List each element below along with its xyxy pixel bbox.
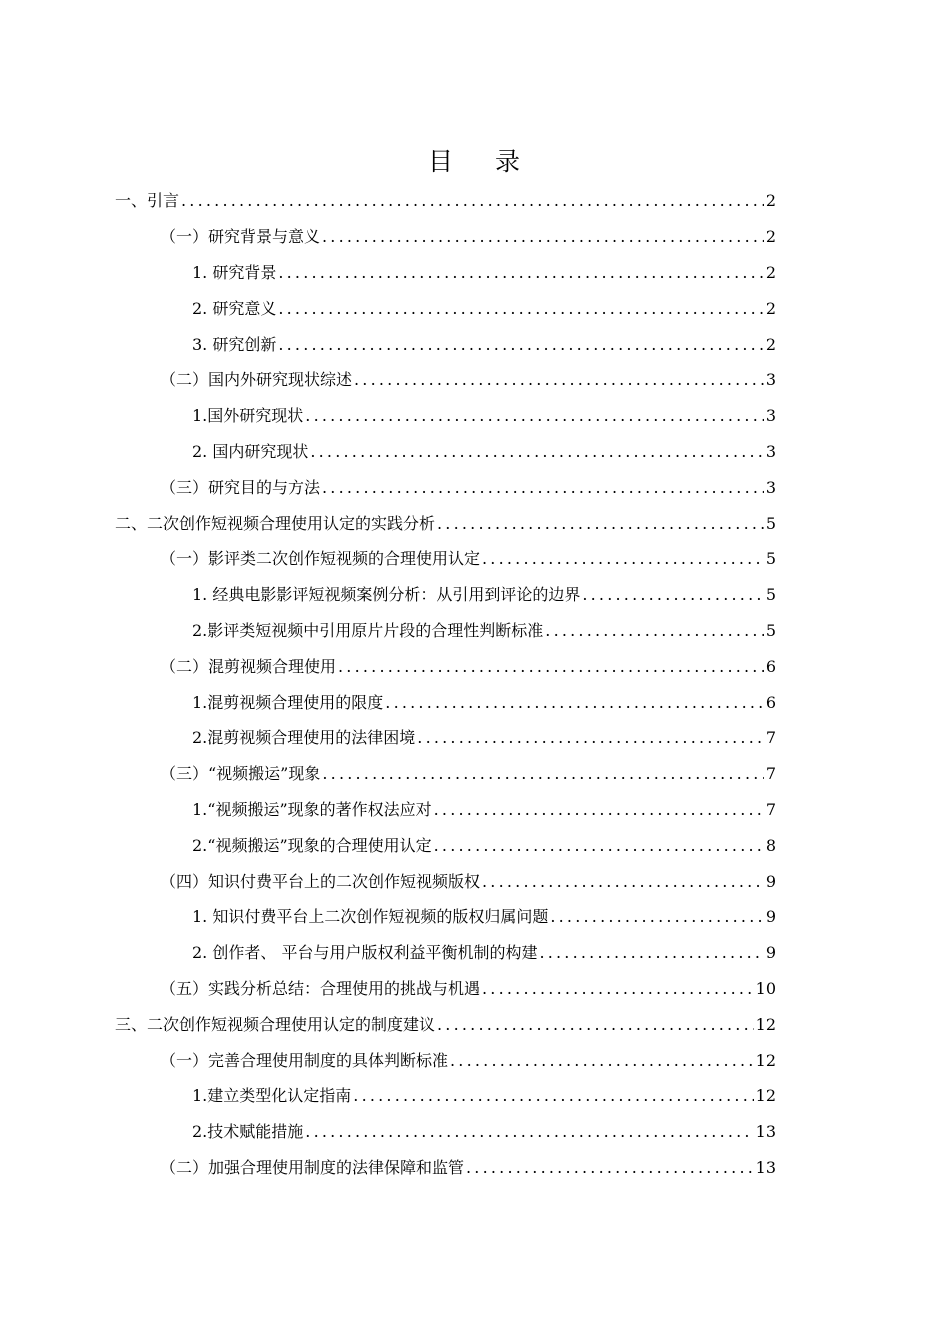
toc-entry-page-number: 5 — [765, 513, 776, 533]
toc-entry-page-number: 9 — [765, 943, 776, 963]
toc-dot-leader — [482, 549, 764, 568]
toc-dot-leader — [305, 406, 764, 425]
toc-entry-line — [192, 1083, 776, 1106]
toc-entry-line — [160, 976, 776, 999]
toc-entry-label: 2.“视频搬运”现象的合理使用认定 — [192, 835, 432, 855]
toc-entry-label: 1.国外研究现状 — [192, 406, 304, 426]
toc-entry-line — [192, 833, 776, 856]
toc-entry-page-number: 10 — [755, 978, 776, 998]
toc-entry-label: （五）实践分析总结：合理使用的挑战与机遇 — [160, 978, 481, 998]
toc-dot-leader — [417, 728, 764, 747]
toc-entry-page-number: 9 — [765, 871, 776, 891]
toc-dot-leader — [437, 1015, 754, 1034]
toc-entry-page-number: 3 — [765, 441, 776, 461]
toc-entry-label: （一）影评类二次创作短视频的合理使用认定 — [160, 549, 481, 569]
toc-entry[interactable] — [0, 325, 950, 361]
toc-entry-page-number: 3 — [765, 370, 776, 390]
toc-dot-leader — [450, 1051, 754, 1070]
toc-entry-line — [160, 761, 776, 784]
toc-entry[interactable] — [0, 683, 950, 719]
toc-entry-page-number: 12 — [755, 1086, 776, 1106]
toc-entry-page-number: 13 — [755, 1157, 776, 1177]
toc-entry-label: 1. 知识付费平台上二次创作短视频的版权归属问题 — [192, 907, 549, 927]
toc-entry-line — [192, 797, 776, 820]
toc-entry-label: （四）知识付费平台上的二次创作短视频版权 — [160, 871, 481, 891]
toc-entry-page-number: 13 — [755, 1122, 776, 1142]
toc-entry-page-number: 9 — [765, 907, 776, 927]
toc-entry-line — [192, 260, 776, 283]
toc-entry-page-number: 7 — [765, 728, 776, 748]
toc-dot-leader — [181, 191, 764, 210]
toc-entry-label: 3. 研究创新 — [192, 334, 277, 354]
toc-entry-line — [160, 367, 776, 390]
toc-entry-page-number: 2 — [765, 298, 776, 318]
toc-dot-leader — [582, 585, 763, 604]
toc-entry[interactable] — [0, 468, 950, 504]
toc-entry[interactable] — [0, 862, 950, 898]
toc-entry[interactable] — [0, 433, 950, 469]
toc-entry-line — [160, 224, 776, 247]
toc-entry[interactable] — [0, 719, 950, 755]
toc-entry-page-number: 2 — [765, 334, 776, 354]
toc-dot-leader — [278, 335, 763, 354]
toc-entry[interactable] — [0, 289, 950, 325]
toc-entry-line — [160, 1155, 776, 1178]
toc-entry-label: （二）加强合理使用制度的法律保障和监管 — [160, 1157, 465, 1177]
toc-entry-line — [192, 332, 776, 355]
toc-entry-label: （二）混剪视频合理使用 — [160, 656, 337, 676]
toc-entry-page-number: 12 — [755, 1014, 776, 1034]
toc-dot-leader — [322, 764, 763, 783]
toc-entry-label: （三）“视频搬运”现象 — [160, 764, 321, 784]
toc-dot-leader — [434, 800, 764, 819]
toc-entry-label: 1. 经典电影影评短视频案例分析：从引用到评论的边界 — [192, 585, 581, 605]
toc-entry-page-number: 3 — [765, 477, 776, 497]
toc-entry-label: （二）国内外研究现状综述 — [160, 370, 353, 390]
toc-dot-leader — [310, 442, 763, 461]
toc-entry-line — [192, 582, 776, 605]
toc-entry[interactable] — [0, 647, 950, 683]
toc-title-part2: 录 — [495, 147, 523, 176]
toc-entry-page-number: 5 — [765, 620, 776, 640]
toc-entry-line — [192, 690, 776, 713]
toc-entry-line — [160, 869, 776, 892]
toc-entry-label: 三、二次创作短视频合理使用认定的制度建议 — [115, 1014, 436, 1034]
toc-dot-leader — [466, 1158, 754, 1177]
toc-entry-label: 1.“视频搬运”现象的著作权法应对 — [192, 799, 432, 819]
toc-entry-line — [115, 1012, 776, 1035]
toc-entry[interactable] — [0, 1041, 950, 1077]
toc-entry-line — [192, 439, 776, 462]
toc-entry-page-number: 2 — [765, 262, 776, 282]
toc-entry-line — [160, 654, 776, 677]
toc-entry-label: （一）完善合理使用制度的具体判断标准 — [160, 1050, 449, 1070]
toc-entry-line — [160, 546, 776, 569]
toc-entry-label: 2.混剪视频合理使用的法律困境 — [192, 728, 416, 748]
toc-entry[interactable] — [0, 1077, 950, 1113]
toc-dot-leader — [338, 657, 764, 676]
toc-entry-line — [160, 1048, 776, 1071]
toc-entry[interactable] — [0, 934, 950, 970]
toc-dot-leader — [437, 514, 764, 533]
toc-entry-line — [192, 403, 776, 426]
toc-entry-label: （一）研究背景与意义 — [160, 227, 321, 247]
toc-dot-leader — [550, 907, 763, 926]
toc-title — [0, 144, 950, 180]
toc-entry-page-number: 2 — [765, 191, 776, 211]
toc-entry-line — [192, 1119, 776, 1142]
toc-dot-leader — [385, 693, 764, 712]
toc-entry-label: 2.技术赋能措施 — [192, 1122, 304, 1142]
toc-entry[interactable] — [0, 504, 950, 540]
toc-entry-line — [192, 296, 776, 319]
toc-entry-label: （三）研究目的与方法 — [160, 477, 321, 497]
toc-entry-page-number: 7 — [765, 799, 776, 819]
toc-entry-page-number: 5 — [765, 585, 776, 605]
toc-entry[interactable] — [0, 612, 950, 648]
toc-entry[interactable] — [0, 218, 950, 254]
toc-entry-page-number: 5 — [765, 549, 776, 569]
toc-entry-label: 1.混剪视频合理使用的限度 — [192, 692, 384, 712]
toc-entry-line — [192, 618, 776, 641]
toc-entry-line — [192, 904, 776, 927]
toc-entry[interactable] — [0, 361, 950, 397]
toc-entry-page-number: 12 — [755, 1050, 776, 1070]
toc-dot-leader — [278, 263, 763, 282]
toc-dot-leader — [434, 836, 764, 855]
toc-dot-leader — [482, 872, 764, 891]
toc-entry-line — [115, 511, 776, 534]
toc-dot-leader — [322, 478, 764, 497]
toc-entry-label: 一、引言 — [115, 191, 180, 211]
toc-entry-page-number: 3 — [765, 406, 776, 426]
toc-entry-line — [192, 940, 776, 963]
toc-entry[interactable] — [0, 1113, 950, 1149]
toc-dot-leader — [539, 943, 763, 962]
toc-entry-line — [115, 188, 776, 211]
toc-entry[interactable] — [0, 755, 950, 791]
toc-dot-leader — [482, 979, 754, 998]
toc-entry[interactable] — [0, 826, 950, 862]
toc-entry-label: 1. 研究背景 — [192, 262, 277, 282]
toc-entry-label: 2. 创作者、 平台与用户版权利益平衡机制的构建 — [192, 943, 538, 963]
toc-entry[interactable] — [0, 1149, 950, 1185]
toc-entry-label: 2. 国内研究现状 — [192, 441, 309, 461]
toc-entry[interactable] — [0, 898, 950, 934]
toc-entry[interactable] — [0, 397, 950, 433]
toc-entry-label: 1.建立类型化认定指南 — [192, 1086, 352, 1106]
toc-entry[interactable] — [0, 970, 950, 1006]
toc-entry-page-number: 6 — [765, 656, 776, 676]
toc-dot-leader — [278, 299, 763, 318]
toc-entry[interactable] — [0, 254, 950, 290]
toc-entry[interactable] — [0, 1005, 950, 1041]
toc-entry-page-number: 2 — [765, 227, 776, 247]
toc-entry[interactable] — [0, 791, 950, 827]
toc-entry-page-number: 8 — [765, 835, 776, 855]
toc-dot-leader — [305, 1122, 753, 1141]
toc-dot-leader — [322, 227, 764, 246]
toc-entry-label: 2. 研究意义 — [192, 298, 277, 318]
toc-entry-line — [192, 725, 776, 748]
toc-entry[interactable] — [0, 540, 950, 576]
toc-dot-leader — [545, 621, 764, 640]
toc-dot-leader — [353, 1086, 753, 1105]
toc-list — [0, 182, 950, 1184]
toc-dot-leader — [354, 370, 764, 389]
toc-entry-line — [160, 475, 776, 498]
toc-entry-page-number: 7 — [765, 764, 776, 784]
toc-entry[interactable] — [0, 576, 950, 612]
toc-entry-label: 二、二次创作短视频合理使用认定的实践分析 — [115, 513, 436, 533]
toc-entry[interactable] — [0, 182, 950, 218]
toc-title-part1: 目 — [427, 147, 455, 176]
toc-entry-label: 2.影评类短视频中引用原片片段的合理性判断标准 — [192, 620, 544, 640]
toc-entry-page-number: 6 — [765, 692, 776, 712]
